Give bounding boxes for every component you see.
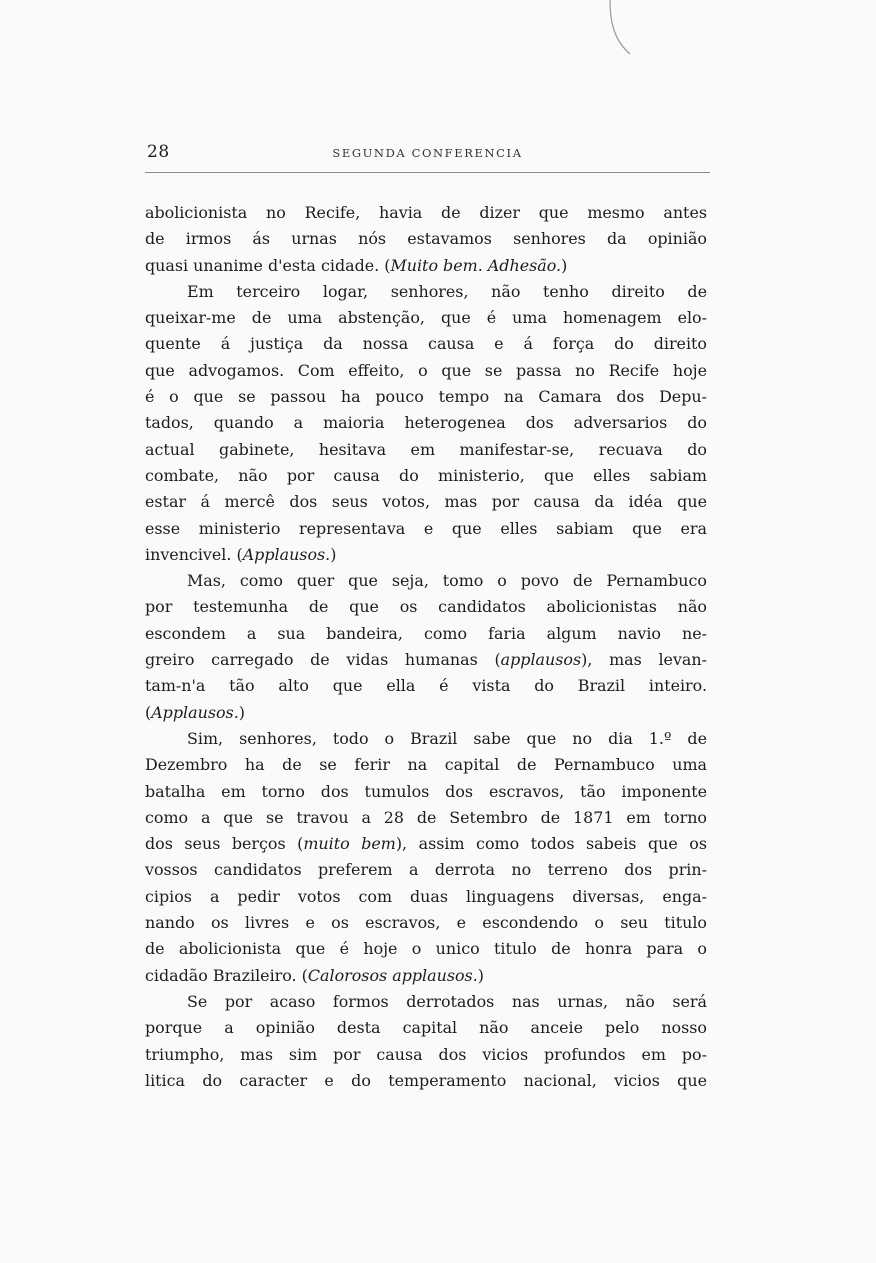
body-text [145, 200, 707, 1094]
text-run: ) [477, 965, 484, 985]
text-line [145, 700, 707, 726]
text-run: Se por acaso formos derrotados nas urnas, não será [187, 991, 707, 1011]
text-run: combate, não por causa do ministerio, que elles sabiam [145, 465, 707, 485]
text-line [145, 516, 707, 542]
text-line [145, 384, 707, 410]
paragraph [145, 568, 707, 726]
text-run: por testemunha de que os candidatos abolicionistas não [145, 597, 707, 617]
text-run: abolicionista no Recife, havia de dizer que mesmo antes [145, 203, 707, 222]
text-line [145, 279, 707, 305]
text-line [145, 489, 707, 515]
text-line [145, 226, 707, 252]
text-line [145, 726, 707, 752]
text-line [145, 1068, 707, 1094]
text-run: Dezembro ha de se ferir na capital de Pernambuco uma [145, 755, 707, 775]
text-run: cidadão Brazileiro. ( [145, 965, 308, 985]
running-title: SEGUNDA CONFERENCIA [332, 146, 523, 160]
text-line [145, 989, 707, 1015]
text-line [145, 752, 707, 778]
text-run: Sim, senhores, todo o Brazil sabe que no dia 1.º de [187, 728, 707, 748]
text-run: greiro carregado de vidas humanas ( [145, 650, 501, 670]
italic-interjection: Calorosos applausos. [307, 965, 478, 985]
text-line [145, 936, 707, 962]
text-run: ) [561, 255, 568, 275]
text-line [145, 1015, 707, 1041]
text-run: quente á justiça da nossa causa e á força do direito [145, 334, 707, 354]
text-run: ( [145, 702, 152, 722]
text-run: que advogamos. Com effeito, o que se passa no Recife hoje [145, 360, 707, 380]
text-line [145, 542, 707, 568]
text-line [145, 647, 707, 673]
text-line [145, 594, 707, 620]
text-line [145, 621, 707, 647]
text-run: de abolicionista que é hoje o unico titulo de honra para o [145, 939, 707, 959]
italic-interjection: Applausos. [242, 544, 331, 564]
text-run: nando os livres e os escravos, e escondendo o seu titulo [145, 913, 707, 933]
text-run: ) [330, 544, 337, 564]
text-line [145, 437, 707, 463]
text-run: de irmos ás urnas nós estavamos senhores da opinião [145, 229, 707, 249]
text-line [145, 805, 707, 831]
text-run: Em terceiro logar, senhores, não tenho direito de [187, 281, 707, 301]
text-line [145, 568, 707, 594]
text-line [145, 831, 707, 857]
text-line [145, 910, 707, 936]
text-run: quasi unanime d'esta cidade. ( [145, 255, 391, 275]
text-run: é o que se passou ha pouco tempo na Camara dos Depu- [145, 387, 707, 407]
text-run: litica do caracter e do temperamento nacional, vicios que [145, 1070, 707, 1090]
text-run: cipios a pedir votos com duas linguagens diversas, enga- [145, 886, 707, 906]
text-run: esse ministerio representava e que elles sabiam que era [145, 518, 707, 538]
text-line [145, 358, 707, 384]
text-line [145, 331, 707, 357]
text-line [145, 779, 707, 805]
text-run: queixar-me de uma abstenção, que é uma homenagem elo- [145, 308, 707, 328]
text-run: ), mas levan- [581, 650, 707, 670]
paragraph [145, 279, 707, 568]
text-run: ), assim como todos sabeis que os [395, 834, 707, 854]
text-line [145, 673, 707, 699]
text-run: como a que se travou a 28 de Setembro de 1871 em torno [145, 807, 707, 827]
text-run: estar á mercê dos seus votos, mas por causa da idéa que [145, 492, 707, 512]
paragraph [145, 989, 707, 1094]
text-run: actual gabinete, hesitava em manifestar-se, recuava do [145, 439, 707, 459]
text-line [145, 963, 707, 989]
text-line [145, 253, 707, 279]
text-run: invencivel. ( [145, 544, 243, 564]
text-run: escondem a sua bandeira, como faria algum navio ne- [145, 623, 707, 643]
text-line [145, 200, 707, 226]
header-rule [145, 172, 710, 173]
text-run: ) [238, 702, 245, 722]
page-number: 28 [147, 142, 170, 162]
italic-interjection: muito bem [303, 834, 396, 854]
italic-interjection: applausos [500, 650, 582, 670]
paragraph [145, 200, 707, 279]
text-run: vossos candidatos preferem a derrota no terreno dos prin- [145, 860, 707, 880]
text-line [145, 410, 707, 436]
text-line [145, 1042, 707, 1068]
text-run: dos seus berços ( [145, 834, 304, 854]
italic-interjection: Applausos. [151, 702, 239, 722]
page-edge-mark [596, 0, 636, 60]
text-run: triumpho, mas sim por causa dos vicios profundos em po- [145, 1044, 707, 1064]
text-line [145, 305, 707, 331]
text-line [145, 884, 707, 910]
text-run: tam-n'a tão alto que ella é vista do Brazil inteiro. [145, 676, 707, 696]
paragraph [145, 726, 707, 989]
text-run: porque a opinião desta capital não anceie pelo nosso [145, 1018, 707, 1038]
page-header [145, 138, 710, 168]
text-run: tados, quando a maioria heterogenea dos adversarios do [145, 413, 707, 433]
text-line [145, 857, 707, 883]
text-run: batalha em torno dos tumulos dos escravos, tão imponente [145, 781, 707, 801]
italic-interjection: Muito bem. Adhesão. [390, 255, 562, 275]
text-line [145, 463, 707, 489]
text-run: Mas, como quer que seja, tomo o povo de Pernambuco [187, 571, 707, 591]
